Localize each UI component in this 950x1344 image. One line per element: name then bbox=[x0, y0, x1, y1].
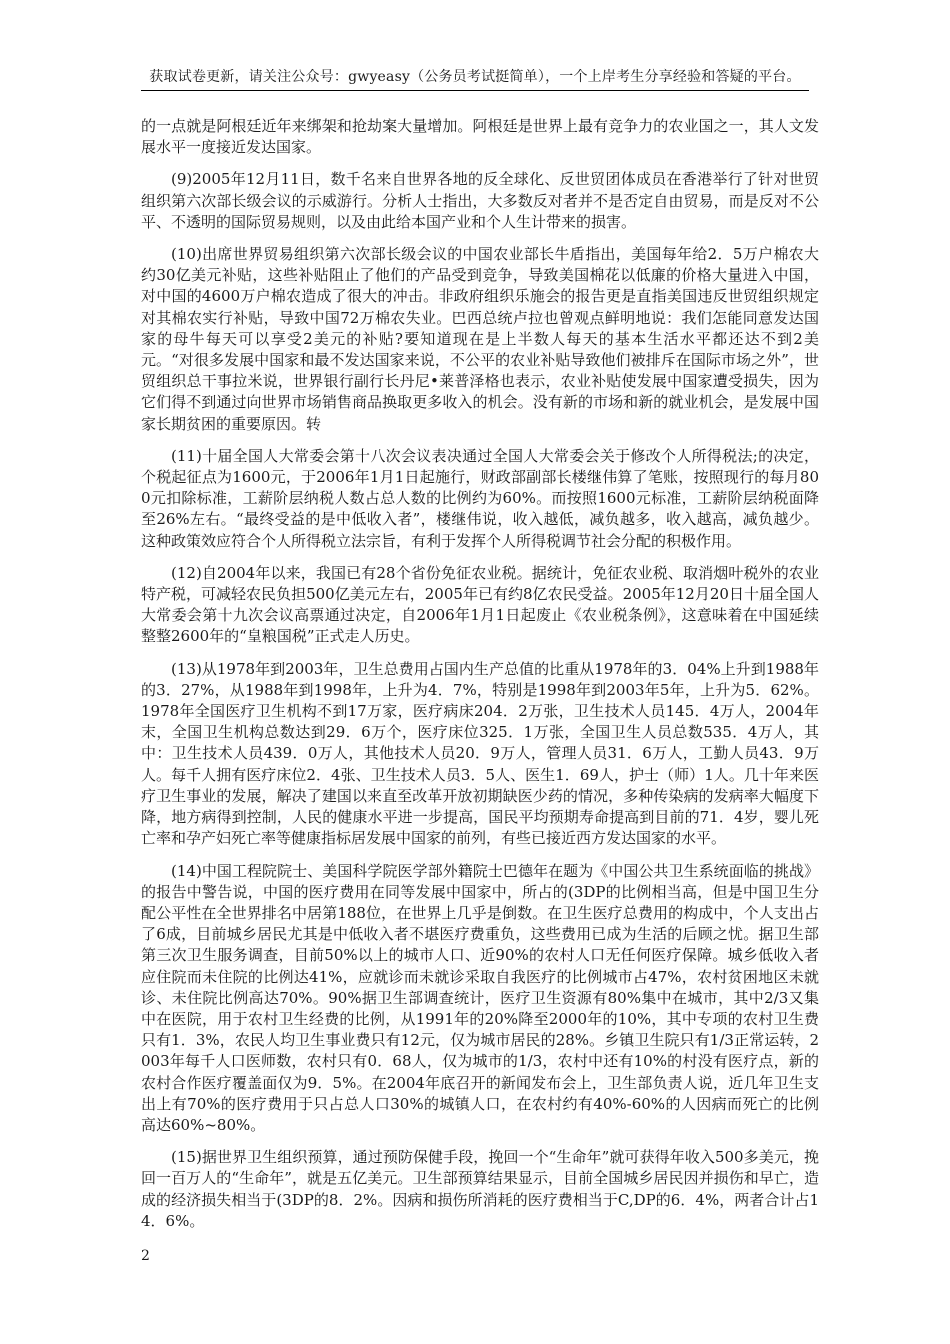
paragraph-14: (14)中国工程院院士、美国科学院医学部外籍院士巴德年在题为《中国公共卫生系统面临的挑战》的报告中警告说，中国的医疗费用在同等发展中国家中，所占的(3DP的比例相当高，但是中国卫生分配公平性在全世界排名中居第188位，在世界上几乎是倒数。在卫生医疗总费用的构成中，个人支出占了6成，目前城乡居民尤其是中低收入者不堪医疗费重负，这些费用已成为生活的后顾之忧。据卫生部第三次卫生服务调查，目前50%以上的城市人口、近90%的农村人口无任何医疗保障。城乡低收入者应住院而未住院的比例达41%，应就诊而未就诊采取自我医疗的比例城市占47%，农村贫困地区未就诊、未住院比例高达70%。90%据卫生部调查统计，医疗卫生资源有80%集中在城市，其中2/3又集中在医院，用于农村卫生经费的比例，从1991年的20%降至2000年的10%，其中专项的农村卫生费只有1．3%，农民人均卫生事业费只有12元，仅为城市居民的28%。乡镇卫生院只有1/3正常运转，2003年每千人口医师数，农村只有0．68人，仅为城市的1/3，农村中还有10%的村没有医疗点，新的农村合作医疗覆盖面仅为9．5%。在2004年底召开的新闻发布会上，卫生部负责人说，近几年卫生支出上有70%的医疗费用于只占总人口30%的城镇人口，在农村约有40%-60%的人因病而死亡的比例高达60%~80%。 bbox=[141, 861, 819, 1134]
header-divider bbox=[141, 90, 809, 91]
paragraph-9: (9)2005年12月11日，数千名来自世界各地的反全球化、反世贸团体成员在香港举行了针对世贸组织第六次部长级会议的示威游行。分析人士指出，大多数反对者并不是否定自由贸易，而是反对不公平、不透明的国际贸易规则，以及由此给本国产业和个人生计带来的损害。 bbox=[141, 170, 819, 231]
paragraph-11: (11)十届全国人大常委会第十八次会议表决通过全国人大常委会关于修改个人所得税法;的决定，个税起征点为1600元，于2006年1月1日起施行，财政部副部长楼继伟算了笔账，按照现行的每月800元扣除标准，工薪阶层纳税人数占总人数的比例约为60%。而按照1600元标准，工薪阶层纳税面降至26%左右。“最终受益的是中低收入者”，楼继伟说，收入越低，减负越多，收入越高，减负越少。这种政策效应符合个人所得税立法宗旨，有利于发挥个人所得税调节社会分配的积极作用。 bbox=[141, 446, 819, 550]
page-header: 获取试卷更新，请关注公众号：gwyeasy（公务员考试挺简单），一个上岸考生分享经验和答疑的平台。 bbox=[149, 69, 801, 85]
paragraph-15: (15)据世界卫生组织预算，通过预防保健手段，挽回一个“生命年”就可获得年收入500多美元，挽回一百万人的“生命年”，就是五亿美元。卫生部预算结果显示，目前全国城乡居民因并损伤和早亡，造成的经济损失相当于(3DP的8．2%。因病和损伤所消耗的医疗费相当于C,DP的6．4%，两者合计占14．6%。 bbox=[141, 1148, 819, 1230]
paragraph-10: (10)出席世界贸易组织第六次部长级会议的中国农业部长牛盾指出，美国每年给2．5万户棉农大约30亿美元补贴，这些补贴阻止了他们的产品受到竞争，导致美国棉花以低廉的价格大量进入中国，对中国的4600万户棉农造成了很大的冲击。非政府组织乐施会的报告更是直指美国违反世贸组织规定对其棉农实行补贴，导致中国72万棉农失业。巴西总统卢拉也曾观点鲜明地说：我们怎能同意发达国家的母牛每天可以享受2美元的补贴?要知道现在是上半数人每天的基本生活水平都还达不到2美元。“对很多发展中国家和最不发达国家来说，不公平的农业补贴导致他们被排斥在国际市场之外”，世贸组织总干事拉米说，世界银行副行长丹尼•莱普泽格也表示，农业补贴使发展中国家遭受损失，因为它们得不到通过向世界市场销售商品换取更多收入的机会。没有新的市场和新的就业机会，是发展中国家长期贫困的重要原因。转 bbox=[141, 245, 819, 433]
page-number: 2 bbox=[141, 1248, 150, 1264]
paragraph-continuation: 的一点就是阿根廷近年来绑架和抢劫案大量增加。阿根廷是世界上最有竞争力的农业国之一，其人文发展水平一度接近发达国家。 bbox=[141, 117, 819, 157]
document-body bbox=[141, 116, 819, 1243]
paragraph-13: (13)从1978年到2003年，卫生总费用占国内生产总值的比重从1978年的3．04%上升到1988年的3．27%，从1988年到1998年，上升为4．7%，特别是1998年到2003年5年，上升为5．62%。1978年全国医疗卫生机构不到17万家，医疗病床204．2万张，卫生技术人员145．4万人，2004年末，全国卫生机构总数达到29．6万个，医疗床位325．1万张，全国卫生人员总数535．4万人，其中：卫生技术人员439．0万人，其他技术人员20．9万人，管理人员31．6万人，工勤人员43．9万人。每千人拥有医疗床位2．4张、卫生技术人员3．5人、医生1．69人，护士（师）1人。几十年来医疗卫生事业的发展，解决了建国以来直至改革开放初期缺医少药的情况，多种传染病的发病率大幅度下降，地方病得到控制，人民的健康水平进一步提高，国民平均预期寿命提高到目前的71．4岁，婴儿死亡率和孕产妇死亡率等健康指标居发展中国家的前列，有些已接近西方发达国家的水平。 bbox=[141, 659, 819, 848]
paragraph-12: (12)自2004年以来，我国已有28个省份免征农业税。据统计，免征农业税、取消烟叶税外的农业特产税，可减轻农民负担500亿美元左右，2005年已有约8亿农民受益。2005年12月20日十届全国人大常委会第十九次会议高票通过决定，自2006年1月1日起废止《农业税条例》，这意味着在中国延续整整2600年的“皇粮国税”正式走人历史。 bbox=[141, 563, 819, 646]
